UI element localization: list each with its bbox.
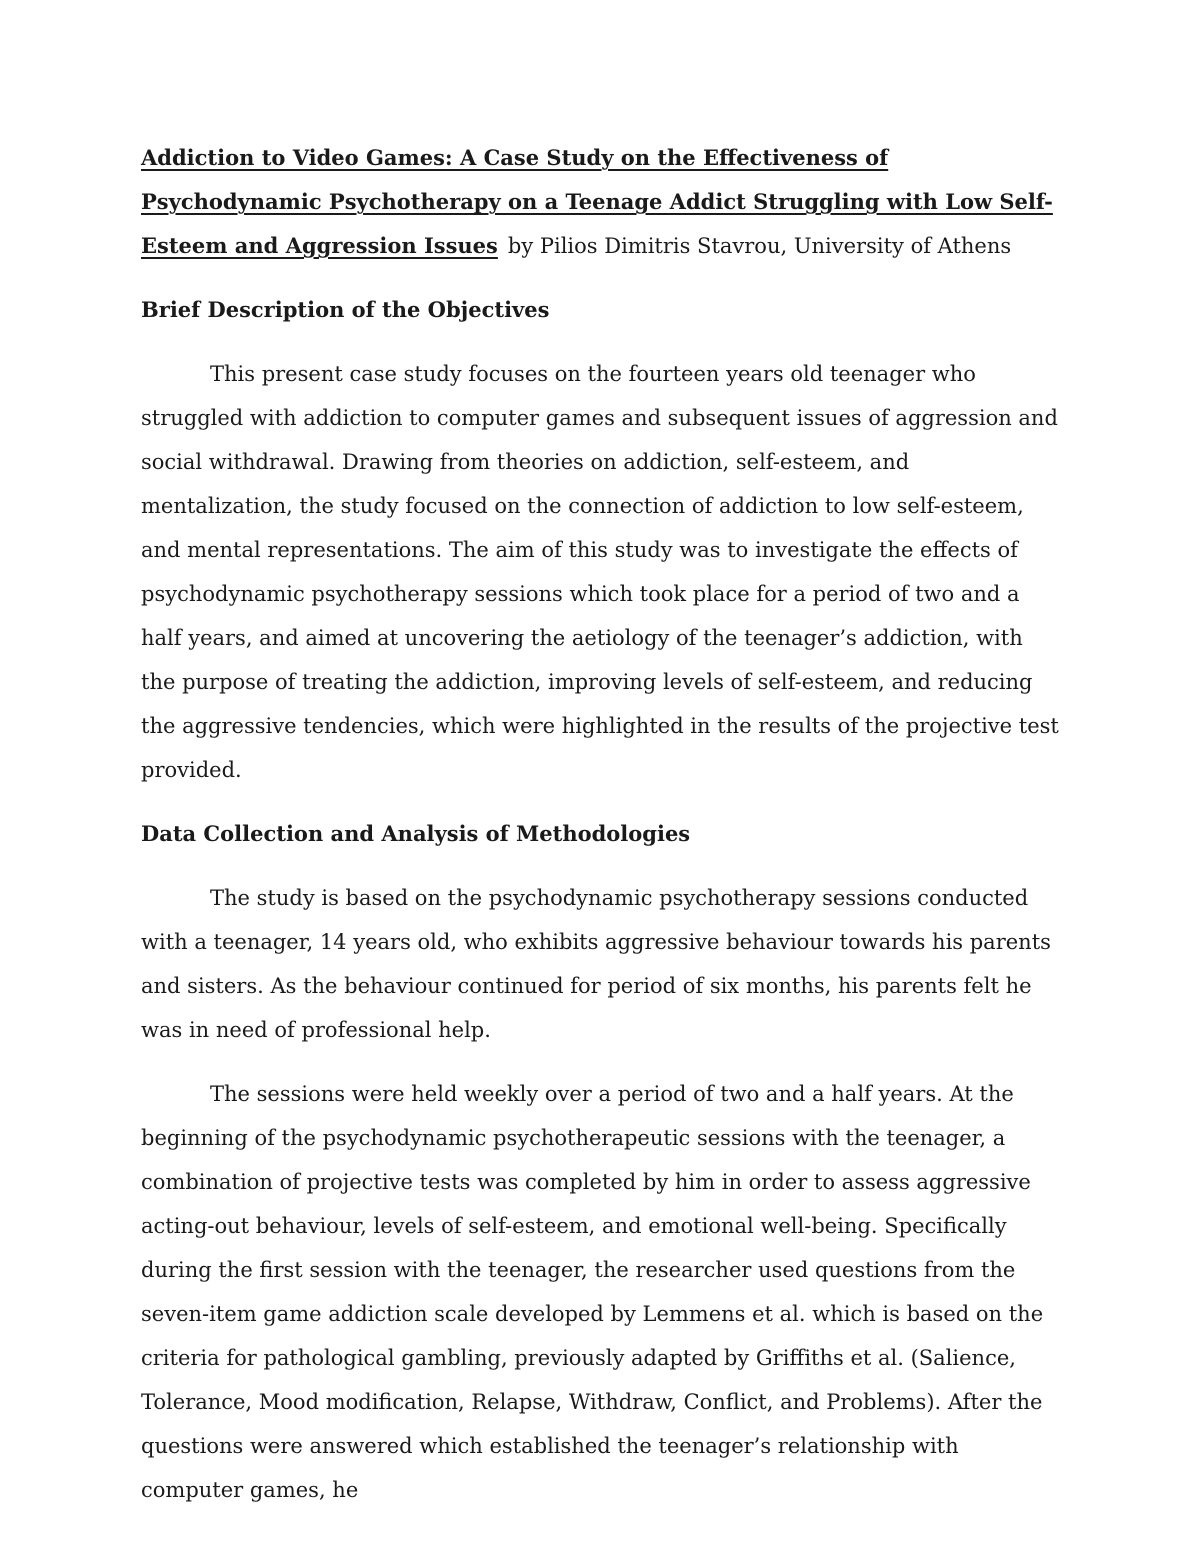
objectives-paragraph: This present case study focuses on the fourteen years old teenager who struggled with addiction to computer games and subsequent issues of aggression and social withdrawal. Drawing from theories on addiction, self-esteem, and mentalization, the study focused on the connection of addiction to low self-esteem, and mental representations. The aim of this study was to investigate the effects of psychodynamic psychotherapy sessions which took place for a period of two and a half years, and aimed at uncovering the aetiology of the teenager’s addiction, with the purpose of treating the addiction, improving levels of self-esteem, and reducing the aggressive tendencies, which were highlighted in the results of the projective test provided. xyxy=(141,362,1059,782)
document-content xyxy=(141,136,1059,1512)
document-byline: by Pilios Dimitris Stavrou, University of Athens xyxy=(507,234,1012,258)
section-heading-methodologies: Data Collection and Analysis of Methodologies xyxy=(141,821,691,846)
title-block xyxy=(141,136,1059,268)
document-title: Addiction to Video Games: A Case Study on the Effectiveness of Psychodynamic Psychotherapy on a Teenage Addict Struggling with Low Self-Esteem and Aggression Issues xyxy=(141,145,1053,258)
methodologies-paragraph-2: The sessions were held weekly over a period of two and a half years. At the beginning of the psychodynamic psychotherapeutic sessions with the teenager, a combination of projective tests was completed by him in order to assess aggressive acting-out behaviour, levels of self-esteem, and emotional well-being. Specifically during the first session with the teenager, the researcher used questions from the seven-item game addiction scale developed by Lemmens et al. which is based on the criteria for pathological gambling, previously adapted by Griffiths et al. (Salience, Tolerance, Mood modification, Relapse, Withdraw, Conflict, and Problems). After the questions were answered which established the teenager’s relationship with computer games, he xyxy=(141,1082,1044,1502)
section-heading-objectives: Brief Description of the Objectives xyxy=(141,297,550,322)
methodologies-paragraph-1: The study is based on the psychodynamic psychotherapy sessions conducted with a teenager, 14 years old, who exhibits aggressive behaviour towards his parents and sisters. As the behaviour continued for period of six months, his parents felt he was in need of professional help. xyxy=(141,886,1051,1042)
